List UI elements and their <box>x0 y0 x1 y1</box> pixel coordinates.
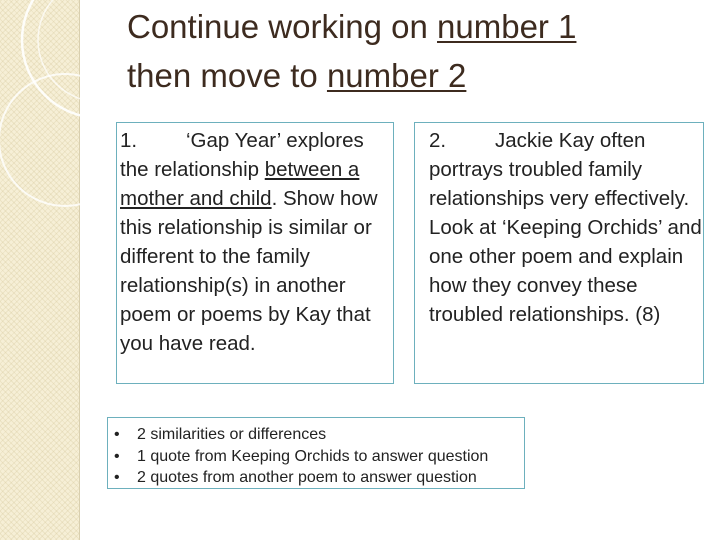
bullet-icon: • <box>114 447 120 465</box>
slide-title <box>127 2 707 100</box>
checklist-box <box>107 417 525 489</box>
list-item <box>114 446 544 468</box>
title-line2-prefix: then move to <box>127 57 327 94</box>
question-1-box <box>116 122 394 384</box>
bullet-icon: • <box>114 469 120 487</box>
title-number1-link[interactable]: number 1 <box>437 8 577 45</box>
bullet-icon: • <box>114 426 120 443</box>
checklist-item-text: 2 quotes from another poem to answer question <box>137 469 477 487</box>
question-2-box <box>414 122 704 384</box>
title-line1-prefix: Continue working on <box>127 8 438 45</box>
question-1-underlined: between a mother and child <box>120 158 360 210</box>
question-2-number: 2. <box>429 129 447 152</box>
question-1-text-b: . Show how this relationship is similar or different to the family relationship(s) in another poem or poems by Kay that you have read. <box>120 187 378 355</box>
list-item <box>114 467 544 489</box>
checklist-item-text: 1 quote from Keeping Orchids to answer question <box>137 447 489 465</box>
question-1-number: 1. <box>120 129 138 152</box>
title-number2-link[interactable]: number 2 <box>326 57 467 94</box>
list-item <box>114 424 544 446</box>
question-1-text-a: ‘Gap Year’ explores the relationship <box>120 129 364 181</box>
checklist-item-text: 2 similarities or differences <box>137 426 327 443</box>
sidebar-pattern <box>0 0 80 540</box>
checklist <box>108 418 544 489</box>
question-2-text: Jackie Kay often portrays troubled family relationships very effectively. Look at ‘Keeping Orchids’ and one other poem and explain how they convey these troubled relationships. (8) <box>429 129 702 326</box>
